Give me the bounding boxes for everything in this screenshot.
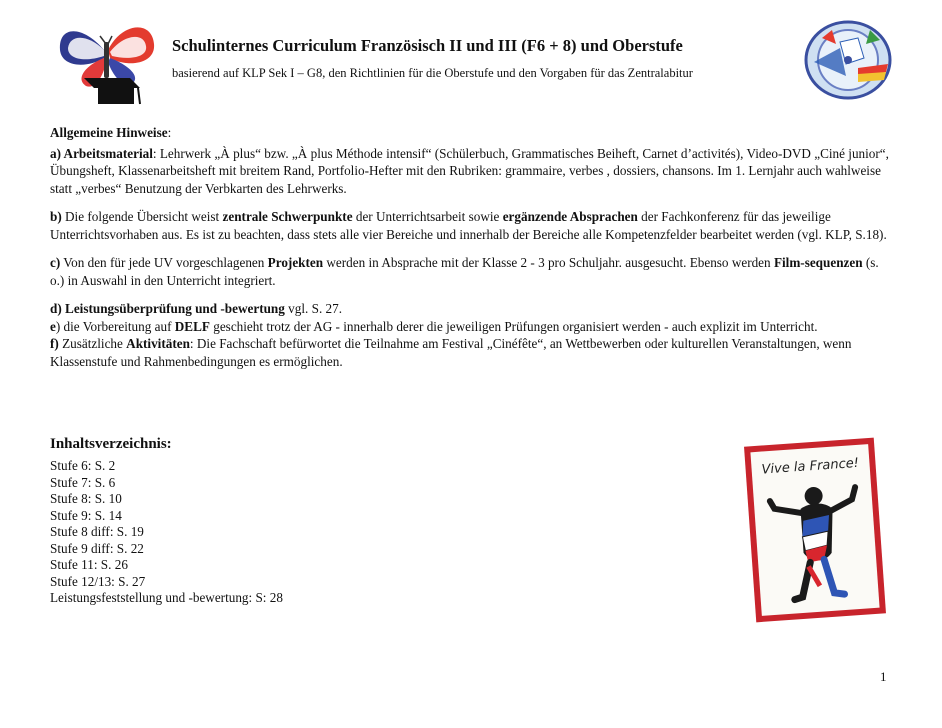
table-of-contents [50, 458, 283, 607]
page-number: 1 [880, 669, 887, 684]
toc-item: Stufe 11: S. 26 [50, 557, 128, 572]
toc-item: Stufe 6: S. 2 [50, 458, 116, 473]
note-c: c) Von den für jede UV vorgeschlagenen Projekten werden in Absprache mit der Klasse 2 - 3 pro Schuljahr. ausgesucht. Ebenso werden Film-sequenzen (s. o.) in Auswahl in den Unterricht integriert. [50, 255, 879, 288]
butterfly-school-logo [52, 16, 164, 108]
document-title: Schulinternes Curriculum Französisch II und III (F6 + 8) und Oberstufe [172, 36, 683, 55]
note-d: d) Leistungsüberprüfung und -bewertung vgl. S. 27. [50, 301, 343, 316]
vive-la-france-drawing [742, 436, 888, 624]
toc-item: Stufe 12/13: S. 27 [50, 573, 146, 589]
toc-item: Stufe 8 diff: S. 19 [50, 524, 144, 539]
note-b: b) Die folgende Übersicht weist zentrale Schwerpunkte der Unterrichtsarbeit sowie ergänzende Absprachen der Fachkonferenz für das jeweilige Unterrichtsvorhaben aus. Es ist zu beachten, dass stets alle vier Bereiche und innerhalb der Bereiche alle Kompetenzfelder bearbeitet werden (vgl. KLP, S.18). [50, 209, 887, 242]
toc-item: Stufe 9 diff: S. 22 [50, 540, 144, 556]
note-a: a) Arbeitsmaterial: Lehrwerk „À plus“ bzw. „À plus Méthode intensif“ (Schülerbuch, Grammatisches Beiheft, Carnet d’activités), Video-DVD „Ciné junior“, Übungsheft, Klassenarbeitsheft mit breitem Rand, Portfolio-Hefter mit den Rubriken: grammaire, verbes , dossiers, chansons. Im 1. Lernjahr auch wahlweise statt „verbes“ Benutzung der Verbkarten des Lehrwerks. [50, 145, 889, 196]
toc-heading: Inhaltsverzeichnis: [50, 436, 172, 452]
globe-logo [800, 18, 896, 102]
toc-item: Leistungsfeststellung und -bewertung: S: 28 [50, 590, 283, 605]
document-subtitle: basierend auf KLP Sek I – G8, den Richtlinien für die Oberstufe und den Vorgaben für das Zentralabitur [172, 66, 693, 80]
drawing-caption: Vive la France! [761, 455, 860, 478]
general-notes [50, 124, 895, 370]
note-f: f) Zusätzliche Aktivitäten: Die Fachschaft befürwortet die Teilnahme am Festival „Cinéfête“, an Wettbewerben oder kulturellen Veranstaltungen, wenn Klassenstufe und Rahmenbedingungen es ermöglichen. [50, 336, 852, 369]
toc-item: Stufe 7: S. 6 [50, 474, 116, 490]
note-e: e) die Vorbereitung auf DELF geschieht trotz der AG - innerhalb derer die jeweiligen Prüfungen organisiert werden - auch explizit im Unterricht. [50, 318, 818, 334]
toc-item: Stufe 8: S. 10 [50, 491, 122, 506]
toc-item: Stufe 9: S. 14 [50, 507, 122, 523]
notes-heading: Allgemeine Hinweise: [50, 125, 172, 140]
